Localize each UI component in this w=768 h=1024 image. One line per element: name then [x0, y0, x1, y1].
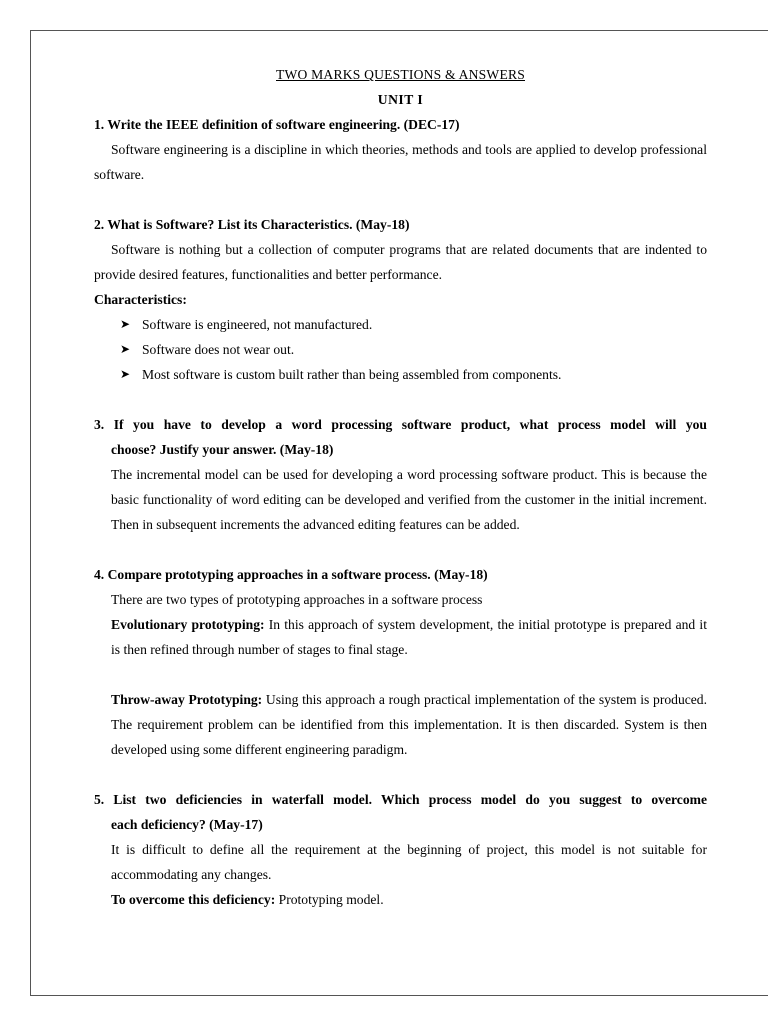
- answer-3: The incremental model can be used for developing a word processing software product. This is because the basic functionality of word editing can be developed and verified from the customer in the initial increment. Then in subsequent increments the advanced editing features can be added.: [111, 467, 707, 532]
- throwaway-prototyping-paragraph: [94, 687, 707, 762]
- question-5-line-2: each deficiency? (May-17): [111, 817, 263, 832]
- list-item: ➤ Software is engineered, not manufactured.: [94, 312, 707, 337]
- throwaway-text: Using this approach a rough practical implementation of the system is produced. The requirement problem can be identified from this implementation. It is then discarded. System is then developed using some different engineering paradigm.: [111, 692, 708, 757]
- characteristics-heading: Characteristics:: [94, 292, 187, 307]
- question-5-line-1: 5. List two deficiencies in waterfall model. Which process model do you suggest to overcome: [94, 792, 707, 807]
- overcome-label: To overcome this deficiency:: [111, 892, 276, 907]
- arrow-bullet-icon: ➤: [120, 342, 131, 356]
- question-3-line-2: choose? Justify your answer. (May-18): [111, 442, 334, 457]
- overcome-text: Prototyping model.: [275, 892, 384, 907]
- document-title: TWO MARKS QUESTIONS & ANSWERS: [276, 67, 525, 82]
- arrow-bullet-icon: ➤: [120, 367, 131, 381]
- document-content: [94, 62, 707, 912]
- question-3-line-1: 3. If you have to develop a word processing software product, what process model will you: [94, 417, 707, 432]
- answer-2: Software is nothing but a collection of computer programs that are related documents that are indented to provide desired features, functionalities and better performance.: [94, 242, 707, 282]
- evolutionary-label: Evolutionary prototyping:: [111, 617, 265, 632]
- characteristics-list: [94, 312, 707, 387]
- question-2: 2. What is Software? List its Characteristics. (May-18): [94, 217, 410, 232]
- unit-heading: UNIT I: [377, 92, 424, 107]
- question-1: 1. Write the IEEE definition of software engineering. (DEC-17): [94, 117, 460, 132]
- arrow-bullet-icon: ➤: [120, 317, 131, 331]
- answer-5: It is difficult to define all the requirement at the beginning of project, this model is not suitable for accommodating any changes.: [111, 842, 707, 882]
- question-4: 4. Compare prototyping approaches in a software process. (May-18): [94, 567, 488, 582]
- evolutionary-text: In this approach of system development, the initial prototype is prepared and it is then refined through number of stages to final stage.: [111, 617, 707, 657]
- list-item: ➤ Software does not wear out.: [94, 337, 707, 362]
- throwaway-label: Throw-away Prototyping:: [111, 692, 263, 707]
- list-item: ➤ Most software is custom built rather than being assembled from components.: [94, 362, 707, 387]
- overcome-paragraph: [94, 887, 707, 912]
- answer-1: Software engineering is a discipline in which theories, methods and tools are applied to develop professional software.: [94, 142, 707, 182]
- answer-4-intro: There are two types of prototyping approaches in a software process: [111, 592, 483, 607]
- evolutionary-prototyping-paragraph: [94, 612, 707, 662]
